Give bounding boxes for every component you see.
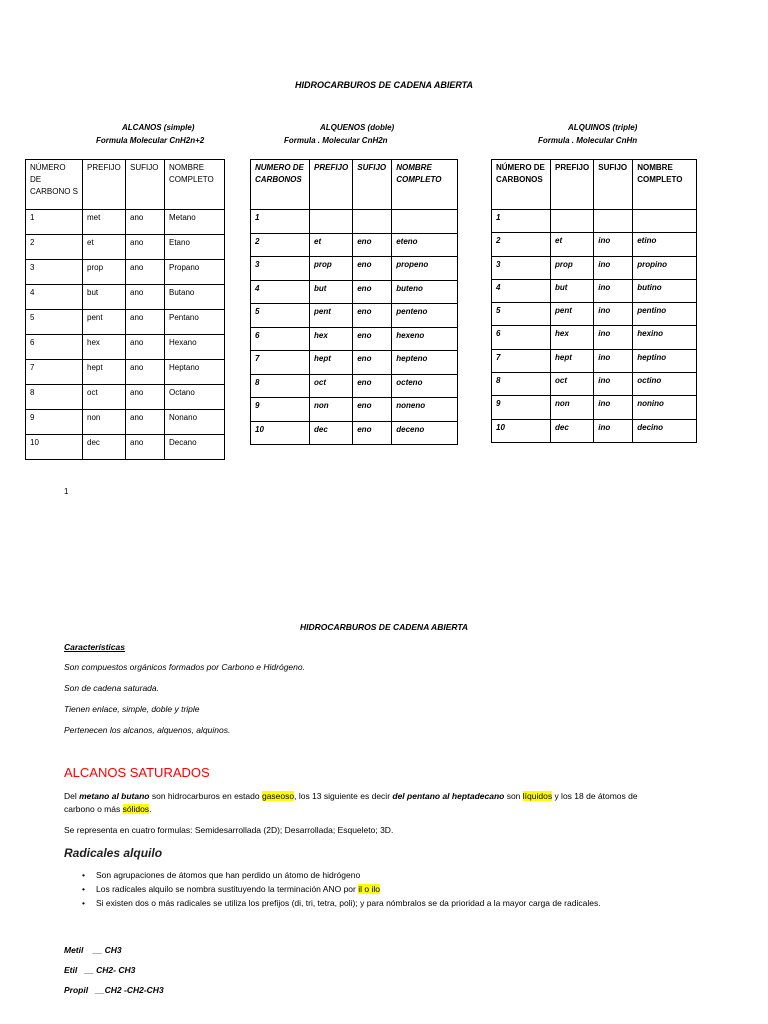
bold-italic-span: del pentano al heptadecano [392, 791, 505, 801]
table-cell: et [83, 235, 126, 260]
table-cell: 9 [492, 396, 551, 419]
table-cell: dec [83, 435, 126, 460]
table-cell: nonino [633, 396, 697, 419]
table-cell: hex [551, 326, 594, 349]
table-cell: hexino [633, 326, 697, 349]
table-cell: eno [353, 421, 392, 445]
table-cell: ino [594, 303, 633, 326]
alquenos-formula: Formula . Molecular CnH2n [284, 136, 388, 145]
table-row [26, 410, 225, 435]
header-cell: PREFIJO [551, 160, 594, 210]
table-cell: 7 [492, 349, 551, 372]
table-cell: hept [83, 360, 126, 385]
table-header-row [492, 160, 697, 210]
header-cell: PREFIJO [83, 160, 126, 210]
table-cell: ino [594, 279, 633, 302]
header-cell: NOMBRE COMPLETO [392, 160, 458, 210]
table-cell: pent [83, 310, 126, 335]
table-cell: pentino [633, 303, 697, 326]
highlight-solidos: sólidos [122, 804, 150, 814]
table-cell: 9 [26, 410, 83, 435]
table-cell: 10 [251, 421, 310, 445]
table-row [251, 280, 458, 304]
radical-etil [64, 965, 135, 975]
radicales-bullet-list [78, 868, 601, 910]
text-span: Los radicales alquilo se nombra sustituyendo la terminación ANO por [96, 884, 359, 894]
table-row [26, 335, 225, 360]
table-cell: hept [551, 349, 594, 372]
table-cell: ino [594, 326, 633, 349]
table-cell: 8 [26, 385, 83, 410]
radical-formula: __CH2 -CH2-CH3 [95, 985, 164, 995]
table-cell: eno [353, 351, 392, 375]
table-row [251, 398, 458, 422]
table-cell: 3 [492, 256, 551, 279]
alquinos-tbody [492, 160, 697, 443]
table-row [492, 326, 697, 349]
table-cell: octeno [392, 374, 458, 398]
table-cell: deceno [392, 421, 458, 445]
table-cell: but [551, 279, 594, 302]
table-cell: oct [310, 374, 353, 398]
table-cell: 4 [492, 279, 551, 302]
table-row [251, 210, 458, 234]
caracteristica-item: Pertenecen los alcanos, alquenos, alquinos. [64, 725, 231, 735]
radical-propil [64, 985, 164, 995]
header-cell: NÚMERO DE CARBONO S [26, 160, 83, 210]
table-cell: 9 [251, 398, 310, 422]
table-cell: ano [126, 235, 165, 260]
table-cell: hept [310, 351, 353, 375]
table-header-row [26, 160, 225, 210]
table-cell: eno [353, 327, 392, 351]
table-cell: Decano [165, 435, 225, 460]
table-cell: 2 [26, 235, 83, 260]
table-cell: 10 [492, 419, 551, 442]
table-cell: non [310, 398, 353, 422]
table-cell: 3 [251, 257, 310, 281]
table-cell: Butano [165, 285, 225, 310]
text-span: son [504, 791, 523, 801]
table-row [26, 285, 225, 310]
paragraph-estados [64, 790, 638, 816]
table-cell: eno [353, 280, 392, 304]
caracteristica-item: Tienen enlace, simple, doble y triple [64, 704, 200, 714]
paragraph-formulas: Se representa en cuatro formulas: Semidesarrollada (2D); Desarrollada; Esqueleto; 3D. [64, 825, 394, 835]
table-cell: dec [551, 419, 594, 442]
table-cell: propino [633, 256, 697, 279]
table-cell: 7 [251, 351, 310, 375]
table-row [251, 304, 458, 328]
table-cell: 4 [251, 280, 310, 304]
table-row [251, 327, 458, 351]
table-cell: 8 [492, 373, 551, 396]
table-cell: ano [126, 360, 165, 385]
table-cell: ino [594, 349, 633, 372]
caracteristicas-heading: Características [64, 642, 125, 652]
table-cell: 1 [26, 210, 83, 235]
table-cell: 1 [492, 210, 551, 233]
table-cell: Heptano [165, 360, 225, 385]
table-cell: et [551, 233, 594, 256]
page1-title: HIDROCARBUROS DE CADENA ABIERTA [294, 80, 473, 90]
highlight-gaseoso: gaseoso [261, 791, 295, 801]
table-row [492, 373, 697, 396]
table-cell: hex [83, 335, 126, 360]
text-span: , los 13 siguiente es decir [294, 791, 393, 801]
bold-italic-span: metano al butano [79, 791, 150, 801]
table-cell: 10 [26, 435, 83, 460]
table-cell: ano [126, 335, 165, 360]
table-row [492, 210, 697, 233]
radicales-heading: Radicales alquilo [64, 846, 163, 860]
table-row [492, 233, 697, 256]
page2-title: HIDROCARBUROS DE CADENA ABIERTA [299, 622, 469, 632]
table-cell: et [310, 233, 353, 257]
table-cell: prop [83, 260, 126, 285]
table-cell [310, 210, 353, 234]
header-cell: SUFIJO [594, 160, 633, 210]
table-cell: eno [353, 257, 392, 281]
alquenos-table [250, 159, 458, 445]
table-cell: ano [126, 310, 165, 335]
table-row [492, 279, 697, 302]
table-cell: 6 [26, 335, 83, 360]
radical-name: Propil [64, 985, 89, 995]
table-row [26, 210, 225, 235]
alcanos-formula: Formula Molecular CnH2n+2 [96, 136, 205, 145]
header-cell: NOMBRE COMPLETO [165, 160, 225, 210]
table-cell: decino [633, 419, 697, 442]
table-cell: Propano [165, 260, 225, 285]
table-cell: 6 [251, 327, 310, 351]
table-cell [551, 210, 594, 233]
table-cell: heptino [633, 349, 697, 372]
table-cell: 5 [492, 303, 551, 326]
bullet-item: • Si existen dos o más radicales se utiliza los prefijos (di, tri, tetra, poli); y para nómbralos se da prioridad a la mayor carga de radicales. [78, 896, 601, 910]
highlight-liquidos: líquidos [522, 791, 553, 801]
table-row [26, 435, 225, 460]
alquinos-table [491, 159, 697, 443]
table-cell: ano [126, 435, 165, 460]
text-span: Del [64, 791, 80, 801]
table-cell: eno [353, 233, 392, 257]
alcanos-table [25, 159, 225, 460]
table-cell: dec [310, 421, 353, 445]
table-cell: etino [633, 233, 697, 256]
table-cell: eteno [392, 233, 458, 257]
table-row [251, 421, 458, 445]
alquinos-heading: ALQUINOS (triple) [568, 123, 638, 132]
table-cell: ino [594, 233, 633, 256]
radical-metil [64, 945, 122, 955]
radical-formula: __ CH3 [92, 945, 122, 955]
table-cell: pent [551, 303, 594, 326]
table-cell: 2 [251, 233, 310, 257]
table-cell: ino [594, 419, 633, 442]
table-row [26, 235, 225, 260]
table-cell: eno [353, 374, 392, 398]
bullet-item: • Son agrupaciones de átomos que han perdido un átomo de hidrógeno [78, 868, 601, 882]
table-row [251, 257, 458, 281]
header-cell: PREFIJO [310, 160, 353, 210]
table-cell: eno [353, 398, 392, 422]
alquenos-tbody [251, 160, 458, 445]
alquenos-heading: ALQUENOS (doble) [320, 123, 395, 132]
table-cell: 2 [492, 233, 551, 256]
caracteristica-item: Son compuestos orgánicos formados por Carbono e Hidrógeno. [64, 662, 305, 672]
table-cell: but [310, 280, 353, 304]
text-span: son hidrocarburos en estado [149, 791, 262, 801]
table-cell: ino [594, 396, 633, 419]
table-cell: hepteno [392, 351, 458, 375]
table-cell: ino [594, 256, 633, 279]
table-cell: eno [353, 304, 392, 328]
table-cell: propeno [392, 257, 458, 281]
header-cell: NÚMERO DE CARBONOS [492, 160, 551, 210]
radical-name: Metil [64, 945, 84, 955]
table-cell: noneno [392, 398, 458, 422]
alcanos-heading: ALCANOS (simple) [122, 123, 195, 132]
table-cell: ano [126, 260, 165, 285]
highlight-il-ilo: il o ilo [358, 884, 380, 894]
radical-formula: __ CH2- CH3 [84, 965, 136, 975]
alcanos-tbody [26, 160, 225, 460]
table-cell [594, 210, 633, 233]
header-cell: SUFIJO [353, 160, 392, 210]
table-row [251, 233, 458, 257]
table-row [251, 374, 458, 398]
alquinos-formula: Formula . Molecular CnHn [538, 136, 638, 145]
table-cell: 1 [251, 210, 310, 234]
table-cell: Octano [165, 385, 225, 410]
table-row [492, 396, 697, 419]
table-cell: butino [633, 279, 697, 302]
table-cell: but [83, 285, 126, 310]
table-cell [633, 210, 697, 233]
table-cell: hex [310, 327, 353, 351]
table-header-row [251, 160, 458, 210]
table-cell: 7 [26, 360, 83, 385]
table-row [492, 349, 697, 372]
table-cell [353, 210, 392, 234]
text-span: carbono o más [64, 804, 123, 814]
table-cell: 4 [26, 285, 83, 310]
table-row [26, 260, 225, 285]
table-cell: non [551, 396, 594, 419]
table-cell: 5 [251, 304, 310, 328]
table-cell: ano [126, 410, 165, 435]
table-cell: ano [126, 285, 165, 310]
table-row [492, 256, 697, 279]
radical-name: Etil [64, 965, 78, 975]
table-cell: oct [83, 385, 126, 410]
caracteristica-item: Son de cadena saturada. [64, 683, 159, 693]
table-cell: prop [551, 256, 594, 279]
table-row [26, 310, 225, 335]
header-cell: SUFIJO [126, 160, 165, 210]
page-number: 1 [64, 487, 69, 496]
table-cell: 6 [492, 326, 551, 349]
table-cell: Pentano [165, 310, 225, 335]
table-cell: Hexano [165, 335, 225, 360]
table-cell: ano [126, 210, 165, 235]
table-cell: met [83, 210, 126, 235]
table-cell: Etano [165, 235, 225, 260]
table-cell: buteno [392, 280, 458, 304]
table-cell: 3 [26, 260, 83, 285]
table-cell: ino [594, 373, 633, 396]
header-cell: NUMERO DE CARBONOS [251, 160, 310, 210]
table-cell: prop [310, 257, 353, 281]
table-cell: non [83, 410, 126, 435]
text-span: . [149, 804, 152, 814]
table-cell: oct [551, 373, 594, 396]
table-cell: Metano [165, 210, 225, 235]
table-cell: penteno [392, 304, 458, 328]
alcanos-saturados-heading: ALCANOS SATURADOS [64, 765, 210, 780]
table-row [26, 385, 225, 410]
table-row [492, 303, 697, 326]
table-row [492, 419, 697, 442]
table-row [251, 351, 458, 375]
text-span: y los 18 de átomos de [552, 791, 638, 801]
table-cell: 8 [251, 374, 310, 398]
table-cell: pent [310, 304, 353, 328]
table-row [26, 360, 225, 385]
table-cell [392, 210, 458, 234]
table-cell: 5 [26, 310, 83, 335]
table-cell: octino [633, 373, 697, 396]
table-cell: ano [126, 385, 165, 410]
table-cell: Nonano [165, 410, 225, 435]
header-cell: NOMBRE COMPLETO [633, 160, 697, 210]
bullet-item [78, 882, 601, 896]
table-cell: hexeno [392, 327, 458, 351]
